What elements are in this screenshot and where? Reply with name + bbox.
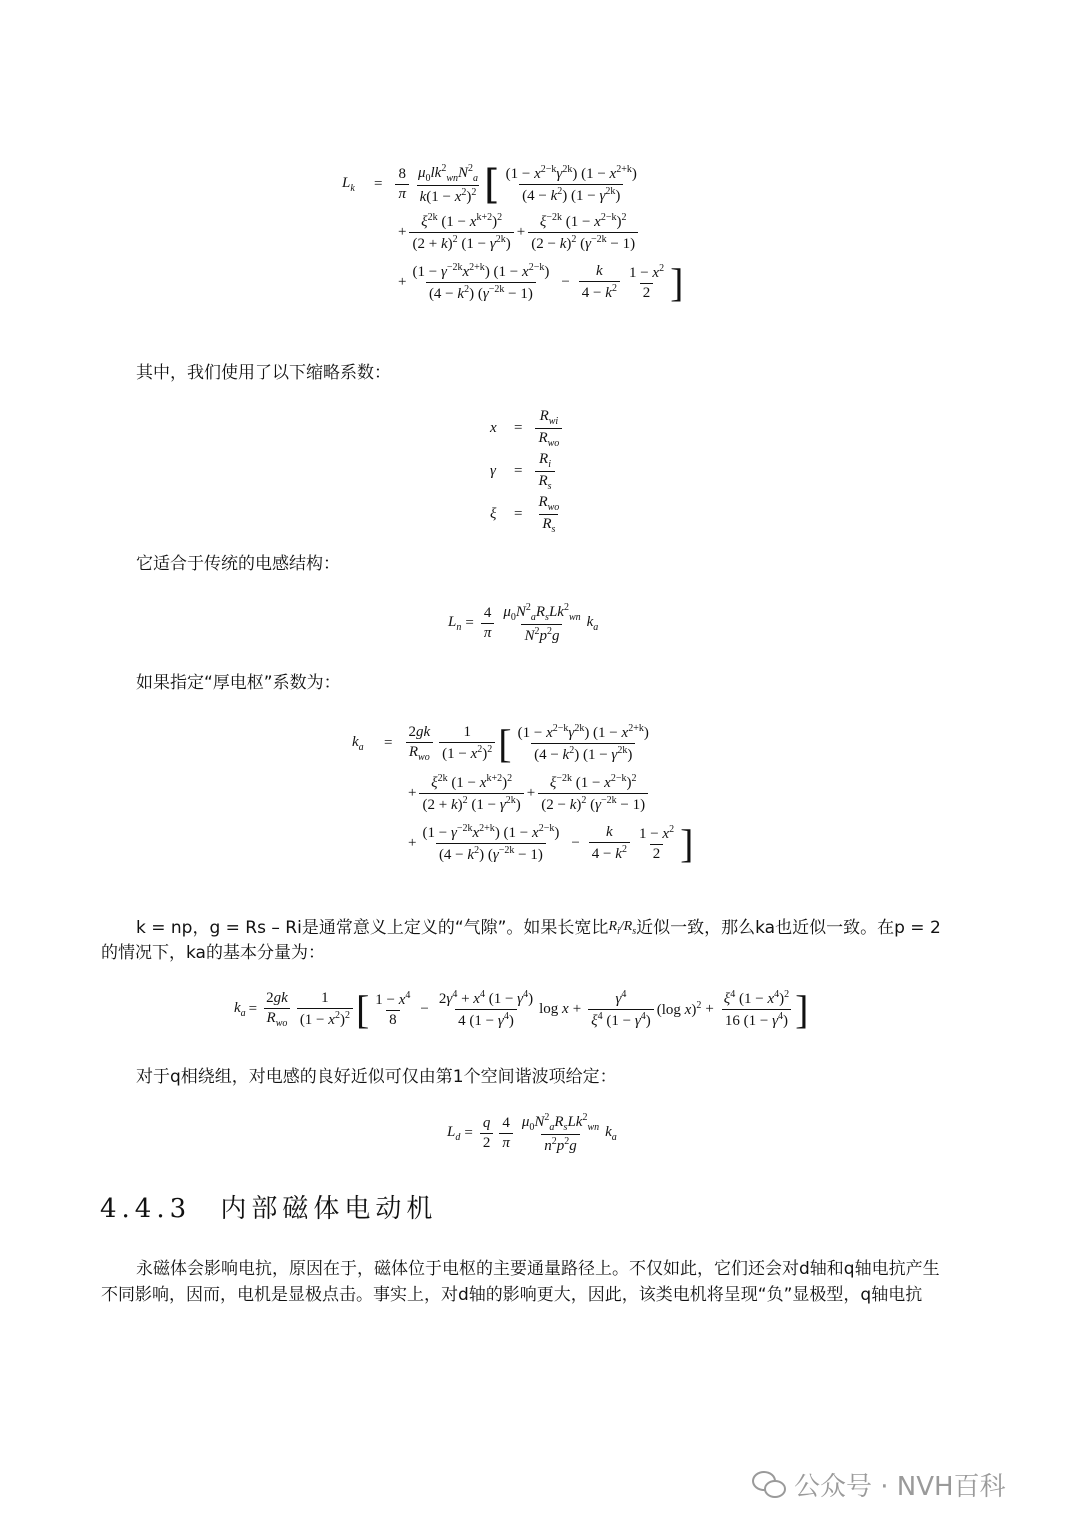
paragraph-coeffs-intro: 其中，我们使用了以下缩略系数： — [136, 363, 391, 383]
paragraph-qphase: 对于q相绕组，对电感的良好近似可仅由第1个空间谐波项给定： — [136, 1067, 617, 1087]
equation-ka: $k_a$ = $\frac{2gk}{R_{wo}}$ $\frac{1}{(1 - x^2)^2}$ [ $\frac{(1 - x^{2-k}\gamma^{2k}) (1 - x^{2+k})}{(4 - k^2) (1 - \gamma^{2k})}$ + $\frac{\xi^{2k} (1 - x^{k+2})^2}{(2 + k)^2 (1 - \gamma^{2k})}$ + $\frac{\xi^{-2k} (1 - x^{2-k})^2}{(2 - k)^2 (\gamma^{-2k} - 1)}$ + $\frac{(1 - \gamma^{-2k}x^{2+k}) (1 - x^{2-k})}{(4 - k^2) (\gamma^{-2k} - 1)}$ − $\frac{k}{4 - k^2}$ $\frac{1 - x^2}{2}$ ] — [352, 721, 694, 866]
equation-ld: $L_d$ = $\frac{q}{2}$ $\frac{4}{\pi}$ $\frac{\mu_0N^2_aR_sLk^2_{wn}}{n^2p^2g}$ $k_a$ — [447, 1112, 617, 1154]
equation-ln: $L_n$ = $\frac{4}{\pi}$ $\frac{\mu_0N^2_aR_sLk^2_{wn}}{N^2p^2g}$ $k_a$ — [448, 602, 599, 644]
watermark — [752, 1466, 1006, 1503]
ratio-ri-rs: $R_i/R_s$ — [608, 919, 637, 937]
paragraph-ipm-2: 不同影响，因而，电机是显极点击。事实上，对d轴的影响更大，因此，该类电机将呈现“负”显极型，q轴电抗 — [101, 1285, 923, 1305]
paragraph-ka-note-2: 的情况下，ka的基本分量为： — [101, 943, 325, 963]
wechat-icon — [752, 1471, 786, 1499]
equation-lk: $L_k$ = $\frac{8}{\pi}$ $\frac{\mu_0lk^2_{wn}N^2_a}{k(1 - x^2)^2}$ [ $\frac{(1 - x^{2-k}\gamma^{2k}) (1 - x^{2+k})}{(4 - k^2) (1 - \gamma^{2k})}$ + $\frac{\xi^{2k} (1 - x^{k+2})^2}{(2 + k)^2 (1 - \gamma^{2k})}$ + $\frac{\xi^{-2k} (1 - x^{2-k})^2}{(2 - k)^2 (\gamma^{-2k} - 1)}$ + $\frac{(1 - \gamma^{-2k}x^{2+k}) (1 - x^{2-k})}{(4 - k^2) (\gamma^{-2k} - 1)}$ − $\frac{k}{4 - k^2}$ $\frac{1 - x^2}{2}$ ] — [342, 161, 684, 305]
watermark-text: 公众号 · NVH百科 — [794, 1472, 1006, 1502]
paragraph-thick-armature: 如果指定“厚电枢”系数为： — [136, 673, 341, 693]
equation-ka-fundamental: $k_a$ = $\frac{2gk}{R_{wo}}$ $\frac{1}{(1 - x^2)^2}$ [ $\frac{1 - x^4}{8}$ − $\frac{2\gamma^4 + x^4 (1 - \gamma^4)}{4 (1 - \gamma^4)}$ log x + $\frac{\gamma^4}{\xi^4 (1 - \gamma^4)}$ (log x)$^2$ + $\frac{\xi^4 (1 - x^4)^2}{16 (1 - \gamma^4)}$ ] — [234, 987, 809, 1032]
paragraph-ipm-1: 永磁体会影响电抗，原因在于，磁体位于电枢的主要通量路径上。不仅如此，它们还会对d轴和q轴电抗产生 — [136, 1259, 940, 1279]
equation-abbreviations: x = $\frac{R_{wi}}{R_{wo}}$ γ = $\frac{R_i}{R_s}$ ξ = $\frac{R_{wo}}{R_s}$ — [490, 408, 565, 535]
section-number: 4.4.3 — [100, 1194, 192, 1224]
ka-note-text-b: 近似一致，那么ka也近似一致。在p = 2 — [636, 918, 941, 938]
ka-note-text-a: k = np，g = Rs – Ri是通常意义上定义的“气隙”。如果长宽比 — [136, 918, 609, 938]
section-heading — [100, 1188, 437, 1225]
section-title: 内部磁体电动机 — [220, 1194, 438, 1224]
paragraph-traditional: 它适合于传统的电感结构： — [136, 554, 340, 574]
